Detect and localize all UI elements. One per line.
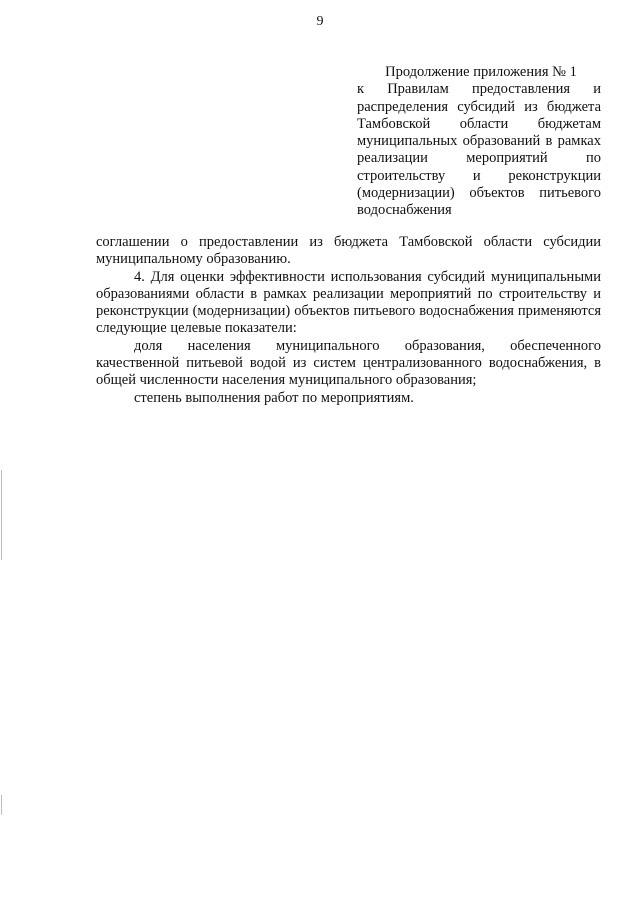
paragraph-continuation: соглашении о предоставлении из бюджета Тамбовской области субсидии муниципальному образованию.	[96, 234, 601, 268]
appendix-reference-text: к Правилам предоставления и распределения субсидий из бюджета Тамбовской области бюджетам муниципальных образований в рамках реализации мероприятий по строительству и реконструкции (модернизации) объектов питьевого водоснабжения	[357, 81, 601, 219]
appendix-title: Продолжение приложения № 1	[385, 64, 577, 80]
document-body	[96, 234, 601, 407]
scan-margin-mark	[1, 470, 2, 560]
appendix-header	[357, 64, 601, 220]
paragraph-item-4: 4. Для оценки эффективности использования субсидий муниципальными образованиями области в рамках реализации мероприятий по строительству и реконструкции (модернизации) объектов питьевого водоснабжения применяются следующие целевые показатели:	[96, 268, 601, 337]
paragraph-indicator-population-share: доля населения муниципального образования, обеспеченного качественной питьевой водой из систем централизованного водоснабжения, в общей численности населения муниципального образования;	[96, 337, 601, 389]
paragraph-indicator-work-completion: степень выполнения работ по мероприятиям.	[134, 389, 414, 406]
scan-margin-mark	[1, 795, 2, 815]
page-number: 9	[316, 14, 324, 29]
